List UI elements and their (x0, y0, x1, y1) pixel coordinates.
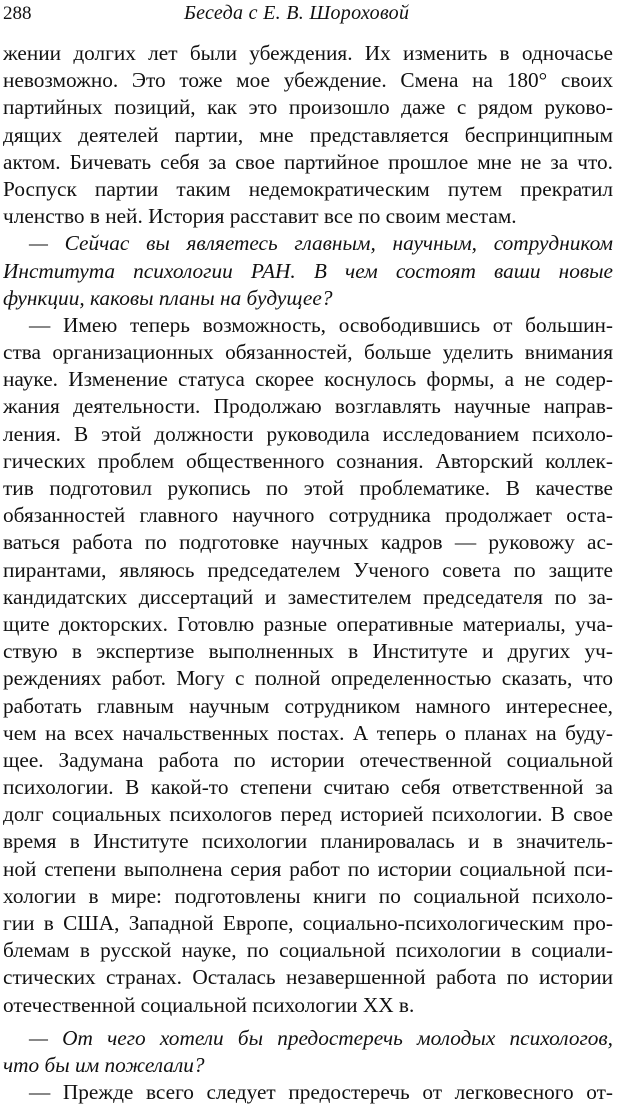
text-line: чем на всех начальственных постах. А теперь о планах на буду- (3, 720, 613, 745)
text-line: кандидатских диссертаций и заместителем председателя по за- (3, 584, 613, 609)
text-line: — Прежде всего следует предостеречь от легковесного от- (29, 1080, 613, 1105)
text-line: время в Институте психологии планировалась и в значитель- (3, 829, 613, 854)
text-line: реждениях работ. Могу с полной определенностью сказать, что (3, 666, 613, 691)
text-line: ствую в экспертизе выполненных в Институте и других уч- (3, 639, 613, 664)
text-line: щее. Задумана работа по истории отечественной социальной (3, 747, 613, 772)
text-line: пирантами, являюсь председателем Ученого совета по защите (3, 557, 613, 582)
text-line: — Имею теперь возможность, освободившись от большин- (29, 312, 613, 337)
text-line: ной степени выполнена серия работ по истории социальной пси- (3, 856, 613, 881)
text-line: членство в ней. История расставит все по своим местам. (3, 204, 517, 229)
answer-paragraph (3, 312, 613, 1019)
text-line: блемам в русской науке, по социальной психологии в социали- (3, 938, 613, 963)
text-line: науке. Изменение статуса скорее коснулось формы, а не содер- (3, 367, 613, 392)
running-title: Беседа с Е. В. Шороховой (184, 2, 410, 24)
text-line: жении долгих лет были убеждения. Их изменить в одночасье (3, 41, 613, 65)
answer-paragraph (3, 1079, 613, 1106)
text-line: гии в США, Западной Европе, социально-психологическим про- (3, 911, 613, 935)
text-line: долг социальных психологов перед историей психологии. В свое (3, 802, 613, 827)
text-line: тив подготовил рукопись по этой проблематике. В качестве (3, 476, 613, 500)
page-header (0, 0, 620, 30)
text-line: работать главным научным сотрудником намного интереснее, (3, 693, 613, 718)
text-line: хологии в мире: подготовлены книги по социальной психоло- (3, 883, 613, 908)
text-line: ваться работа по подготовке научных кадров — руковожу ас- (3, 530, 613, 555)
text-line: щите докторских. Готовлю разные оперативные материалы, уча- (3, 611, 613, 636)
text-line: что бы им пожелали? (3, 1052, 205, 1077)
body-text (3, 40, 613, 1106)
text-line: функции, каковы планы на будущее? (3, 285, 333, 310)
text-line: Роспуск партии таким недемократическим путем прекратил (3, 176, 613, 201)
text-line: жания деятельности. Продолжаю возглавлять научные направ- (3, 394, 613, 419)
text-line: обязанностей главного научного сотрудника продолжает оста- (3, 503, 613, 528)
text-line: психологии. В какой-то степени считаю себя ответственной за (3, 775, 613, 800)
text-line: актом. Бичевать себя за свое партийное прошлое мне не за что. (3, 149, 613, 174)
question-paragraph (3, 230, 613, 312)
text-line: дящих деятелей партии, мне представляется беспринципным (3, 122, 613, 147)
text-line: ления. В этой должности руководила исследованием психоло- (3, 421, 613, 446)
text-line: — От чего хотели бы предостеречь молодых психологов, (29, 1025, 613, 1050)
text-line: ства организационных обязанностей, больше уделить внимания (3, 340, 613, 365)
text-line: стических странах. Осталась незавершенной работа по истории (3, 965, 613, 990)
text-line: отечественной социальной психологии XX в. (3, 992, 415, 1017)
text-line: партийных позиций, как это произошло даже с рядом руково- (3, 95, 613, 120)
text-line: — Сейчас вы являетесь главным, научным, сотрудником (29, 231, 613, 256)
text-line: Института психологии РАН. В чем состоят ваши новые (3, 258, 613, 283)
answer-paragraph (3, 40, 613, 230)
question-paragraph (3, 1025, 613, 1079)
text-line: гических проблем общественного сознания. Авторский коллек- (3, 448, 613, 473)
page-number: 288 (3, 3, 32, 24)
text-line: невозможно. Это тоже мое убеждение. Смена на 180° своих (3, 68, 613, 93)
